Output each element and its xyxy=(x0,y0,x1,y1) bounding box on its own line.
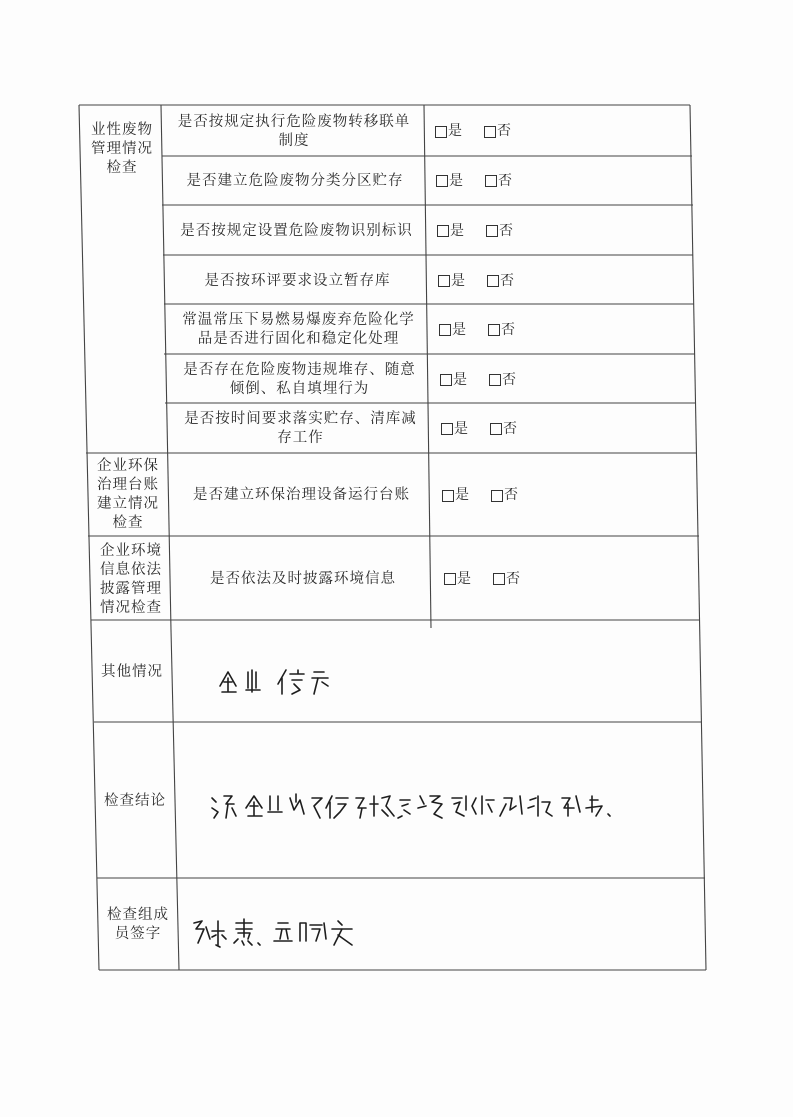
item-solidification: 常温常压下易燃易爆废弃危险化学 品是否进行固化和稳定化处理 xyxy=(182,312,415,347)
item-storage-clearance: 是否按时间要求落实贮存、清库减 存工作 xyxy=(184,411,417,446)
options-row-5: 是 否 xyxy=(429,306,689,354)
options-row-8: 是 否 xyxy=(432,455,692,536)
options-row-7: 是 否 xyxy=(431,405,691,453)
options-row-3: 是 否 xyxy=(427,207,687,255)
options-row-2: 是 否 xyxy=(426,157,686,205)
other-label: 其他情况 xyxy=(101,663,163,680)
item-identification-labels: 是否按规定设置危险废物识别标识 xyxy=(180,222,413,239)
item-illegal-dumping: 是否存在危险废物违规堆存、随意 倾倒、私自填埋行为 xyxy=(183,362,416,397)
options-row-4: 是 否 xyxy=(428,257,688,305)
conclusion-label: 检查结论 xyxy=(104,792,166,809)
item-classified-storage: 是否建立危险废物分类分区贮存 xyxy=(186,172,404,189)
section-disclosure-title: 企业环境 信息依法 披露管理 情况检查 xyxy=(100,543,162,616)
item-transfer-manifest: 是否按规定执行危险废物转移联单 制度 xyxy=(177,113,411,149)
options-row-6: 是 否 xyxy=(430,356,690,404)
section-hazardous-waste-title: 业性废物 管理情况 检查 xyxy=(91,121,153,176)
item-info-disclosure: 是否依法及时披露环境信息 xyxy=(210,570,396,587)
options-row-1: 是 否 xyxy=(425,107,685,156)
item-equipment-ledger: 是否建立环保治理设备运行台账 xyxy=(193,487,410,503)
signature-label: 检查组成 员签字 xyxy=(107,907,169,942)
section-ledger-title: 企业环保 治理台账 建立情况 检查 xyxy=(97,458,159,531)
item-temporary-storage: 是否按环评要求设立暂存库 xyxy=(204,272,391,289)
options-row-9: 是 否 xyxy=(434,538,694,620)
